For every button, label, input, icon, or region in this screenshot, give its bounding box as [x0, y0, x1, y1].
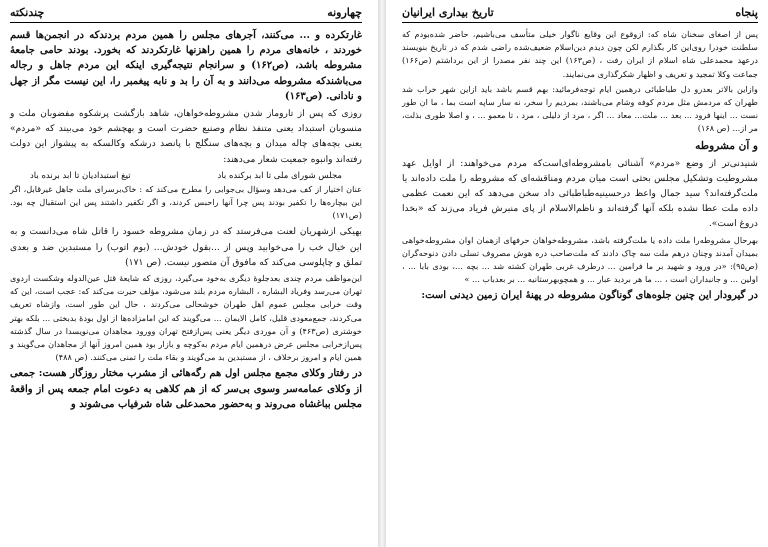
paragraph: پس از اصغای سخنان شاه که: ازوقوع این وقایع ناگوار خیلی متأسف می‌باشیم، حاضر شده‌بودم که سلطنت خودرا روی‌این کار بگذارم لکن چون دیدم دین‌اسلام ضعیف‌شده‌ راضی شدم که در تاریخ بنویسند درعهد محمدعلی شاه اسلام از ایران رفت ، (ص۱۶۳) این چند نفر مصدرا از این برداشتم (ص۱۶۶) جماعت وکلا تمجید و تعریف و اظهار شکرگذاری می‌نمایند. — [402, 29, 759, 79]
paragraph: این‌مواظف مردم چندی بعدجلوهٔ دیگری به‌خود می‌گیرد، روزی که شایعهٔ قتل عین‌الدوله وشکست اردوی تهران می‌رسد وفریاد البشاره ، البشاره مردم بلند می‌شود، مؤلف حیرت می‌کند که: عجب است، این که وقت خرابی مجلس عموم اهل طهران خوشحالی می‌کردند ، حال این طور است، وازشاه تعریف می‌کردند، جمع‌معودی قلیل، کامل الایمان ... می‌گویند که این امامزاده‌ها از اول بودهٔ بدبختی ... بلکه بهتر خوشتری (ص۴۶۳) و آن موردی دیگر یعنی پس‌ازفتح تهران وورود مجاهدان می‌نویسدا در سال گذشته پس‌ازخرابی مجلس عرض درهمین ایام مردم به‌کوچه و بازار بود همین امروز آنها از مجاهدان می‌گویند و همین ایام و امروز برخلاف ، از مستبدین بد می‌گویند و بقاء ملت را تمنی می‌کنند. (ص ۴۸۸) — [10, 273, 362, 363]
right-page-body — [402, 28, 758, 304]
verse-line — [10, 169, 362, 183]
section-title: و آن مشروطه — [695, 139, 758, 152]
paragraph: در رفتار وکلای مجمع مجلس اول هم رگه‌هائی از مشرب مختار روزگار هست: جمعی از وکلای عمامه‌سر وسوی بی‌سر که از هم کلاهی به دعوت امام جمعه پس از واقعهٔ مجلس بباغشاه می‌روند و به‌حضور محمدعلی شاه شرفیاب می‌شوند و — [10, 368, 362, 410]
paragraph: شنیدنی‌تر از وضع «مردم» آشنائی بامشروطه‌ای‌است‌که مردم می‌خواهند: از اوایل عهد مشروطیت وتشکیل مجلس بحثی است میان مردم ومناقشه‌ای که مشروطه را ملت داده‌اند یا ملت‌گرفته‌اند؟ سید جمال واعظ درحسینیه‌طباطبائی داد سخن می‌دهد که این نعمت عظمی داده ملت عطا نشده بلکه آنها گرفته‌اند و ناظم‌الاسلام از پای منبرش فریاد می‌زند که «بخدا دروغ است». — [402, 157, 758, 230]
right-page-header — [402, 6, 758, 23]
verse-hemistich-left: تیغ استبدادیان تا ابد برنده باد — [30, 170, 131, 181]
book-gutter — [378, 0, 386, 547]
left-page — [0, 0, 372, 547]
left-header-section: چندنکته — [10, 6, 45, 19]
right-header-book-title: تاریخ بیداری ایرانیان — [402, 6, 494, 19]
left-page-body — [10, 28, 362, 412]
verse-hemistich-right: مجلس شورای ملی تا ابد برکنده باد — [217, 170, 342, 181]
left-header-title: چهارونه — [327, 6, 362, 19]
paragraph: بهیکی ازشهریان لعنت می‌فرستد که در زمان مشروطه خسود را قاتل شاه می‌دانست و به این خیال خب را می‌خوابید وپس از ...بقول خودش... (بوم اتوب) را مستبدین ضد و بعدی تملق و چاپلوسی می‌کند که مافوق آن متصور نیست. (ص ۱۷۱) — [10, 226, 362, 268]
right-header-page-word: پنجاه — [735, 6, 758, 19]
paragraph: بهرحال مشروطه‌را ملت داده یا ملت‌گرفته باشد، مشروطه‌خواهان حرفهای ازهمان اوان مشروطه‌خواهی بمیدان آمدند وچنان درهم ملت سه چاک دادند که ملت‌صاحب دره هوش مصروف تسلی دادن دنوحه‌گران (ص۹۵): «در ورود و شهید بر ما فرامین ... درطرف غربی طهران کشته شد ... بچه ...، بودی بابا ... ، اولین ... و جانبداران است ، ... ما هر بردید عبار ... و همچوبهرستانیه ... بر بعد‌باب ... » — [402, 234, 758, 285]
paragraph: غارتکرده و ... می‌کنند، آجرهای مجلس را همین مردم بردندکه در انجمن‌ها قسم خوردند ، خانه‌های مردم را همین راهزنها غارتکردند که بخورد. بودند حامی جامعهٔ مشروطه باشد، (ص۱۶۲) و سرانجام نتیجه‌گیری اینکه این مردم جاهل و رجاله می‌باشندکه مشروطه می‌دانند و به آن را بد و نابه پیغمبر را، این نیست مگر از جهل و نادانی. (ص۱۶۳) — [10, 30, 363, 102]
paragraph: روزی که پس از تاروماز شدن مشروطه‌خواهان، شاهد بازگشت پرشکوه مفضوبان ملت و منسوبان استبداد یعنی متنفذ نظام وصنیع حضرت است و بهچشم خود می‌بیند که «مردم» یعنی بچه‌های چاله میدان و بچه‌های سنگلج با پانصد درشکه وکالسکه به پیشواز این دولت رفته‌اند وانبوه جمعیت شعار می‌دهند: — [10, 108, 362, 165]
paragraph: در گیرودار این چنین جلوه‌های گوناگون مشروطه در پهنهٔ ایران زمین دیدنی است: — [421, 290, 758, 302]
left-page-header — [10, 6, 362, 23]
right-page — [392, 0, 768, 547]
paragraph: وازاین بالاتر بعدرو دل طباطبائی درهمین ایام توجه‌فرمائید: بهم قسم باشد باید ازاین شهر خراب شد طهران که مردمش مثل مردم کوفه وشام می‌باشند، بمردیم را سخر، نه سار ساپه است بما ، ما ان طور نست ... اینها فرود ... بعد ... ملت... معاد ... اگر ، مرد از دلیلی ، مرد ، تا معمو ... ، و اصلا طوری بذلت، مر از... (ص ۱۶۸) — [402, 83, 758, 134]
paragraph: عنان اختیار از کف می‌دهد وسؤال بی‌جوابی را مطرح می‌کند که : خاک‌برسرای ملت جاهل غیرقابل، اگر این بیچاره‌ها را تکفیر بودند پس چرا آنها راحبس کردند، و اگر تکفیر داشتند پس این استقبال چه بود. (ص۱۷۱) — [10, 183, 362, 221]
